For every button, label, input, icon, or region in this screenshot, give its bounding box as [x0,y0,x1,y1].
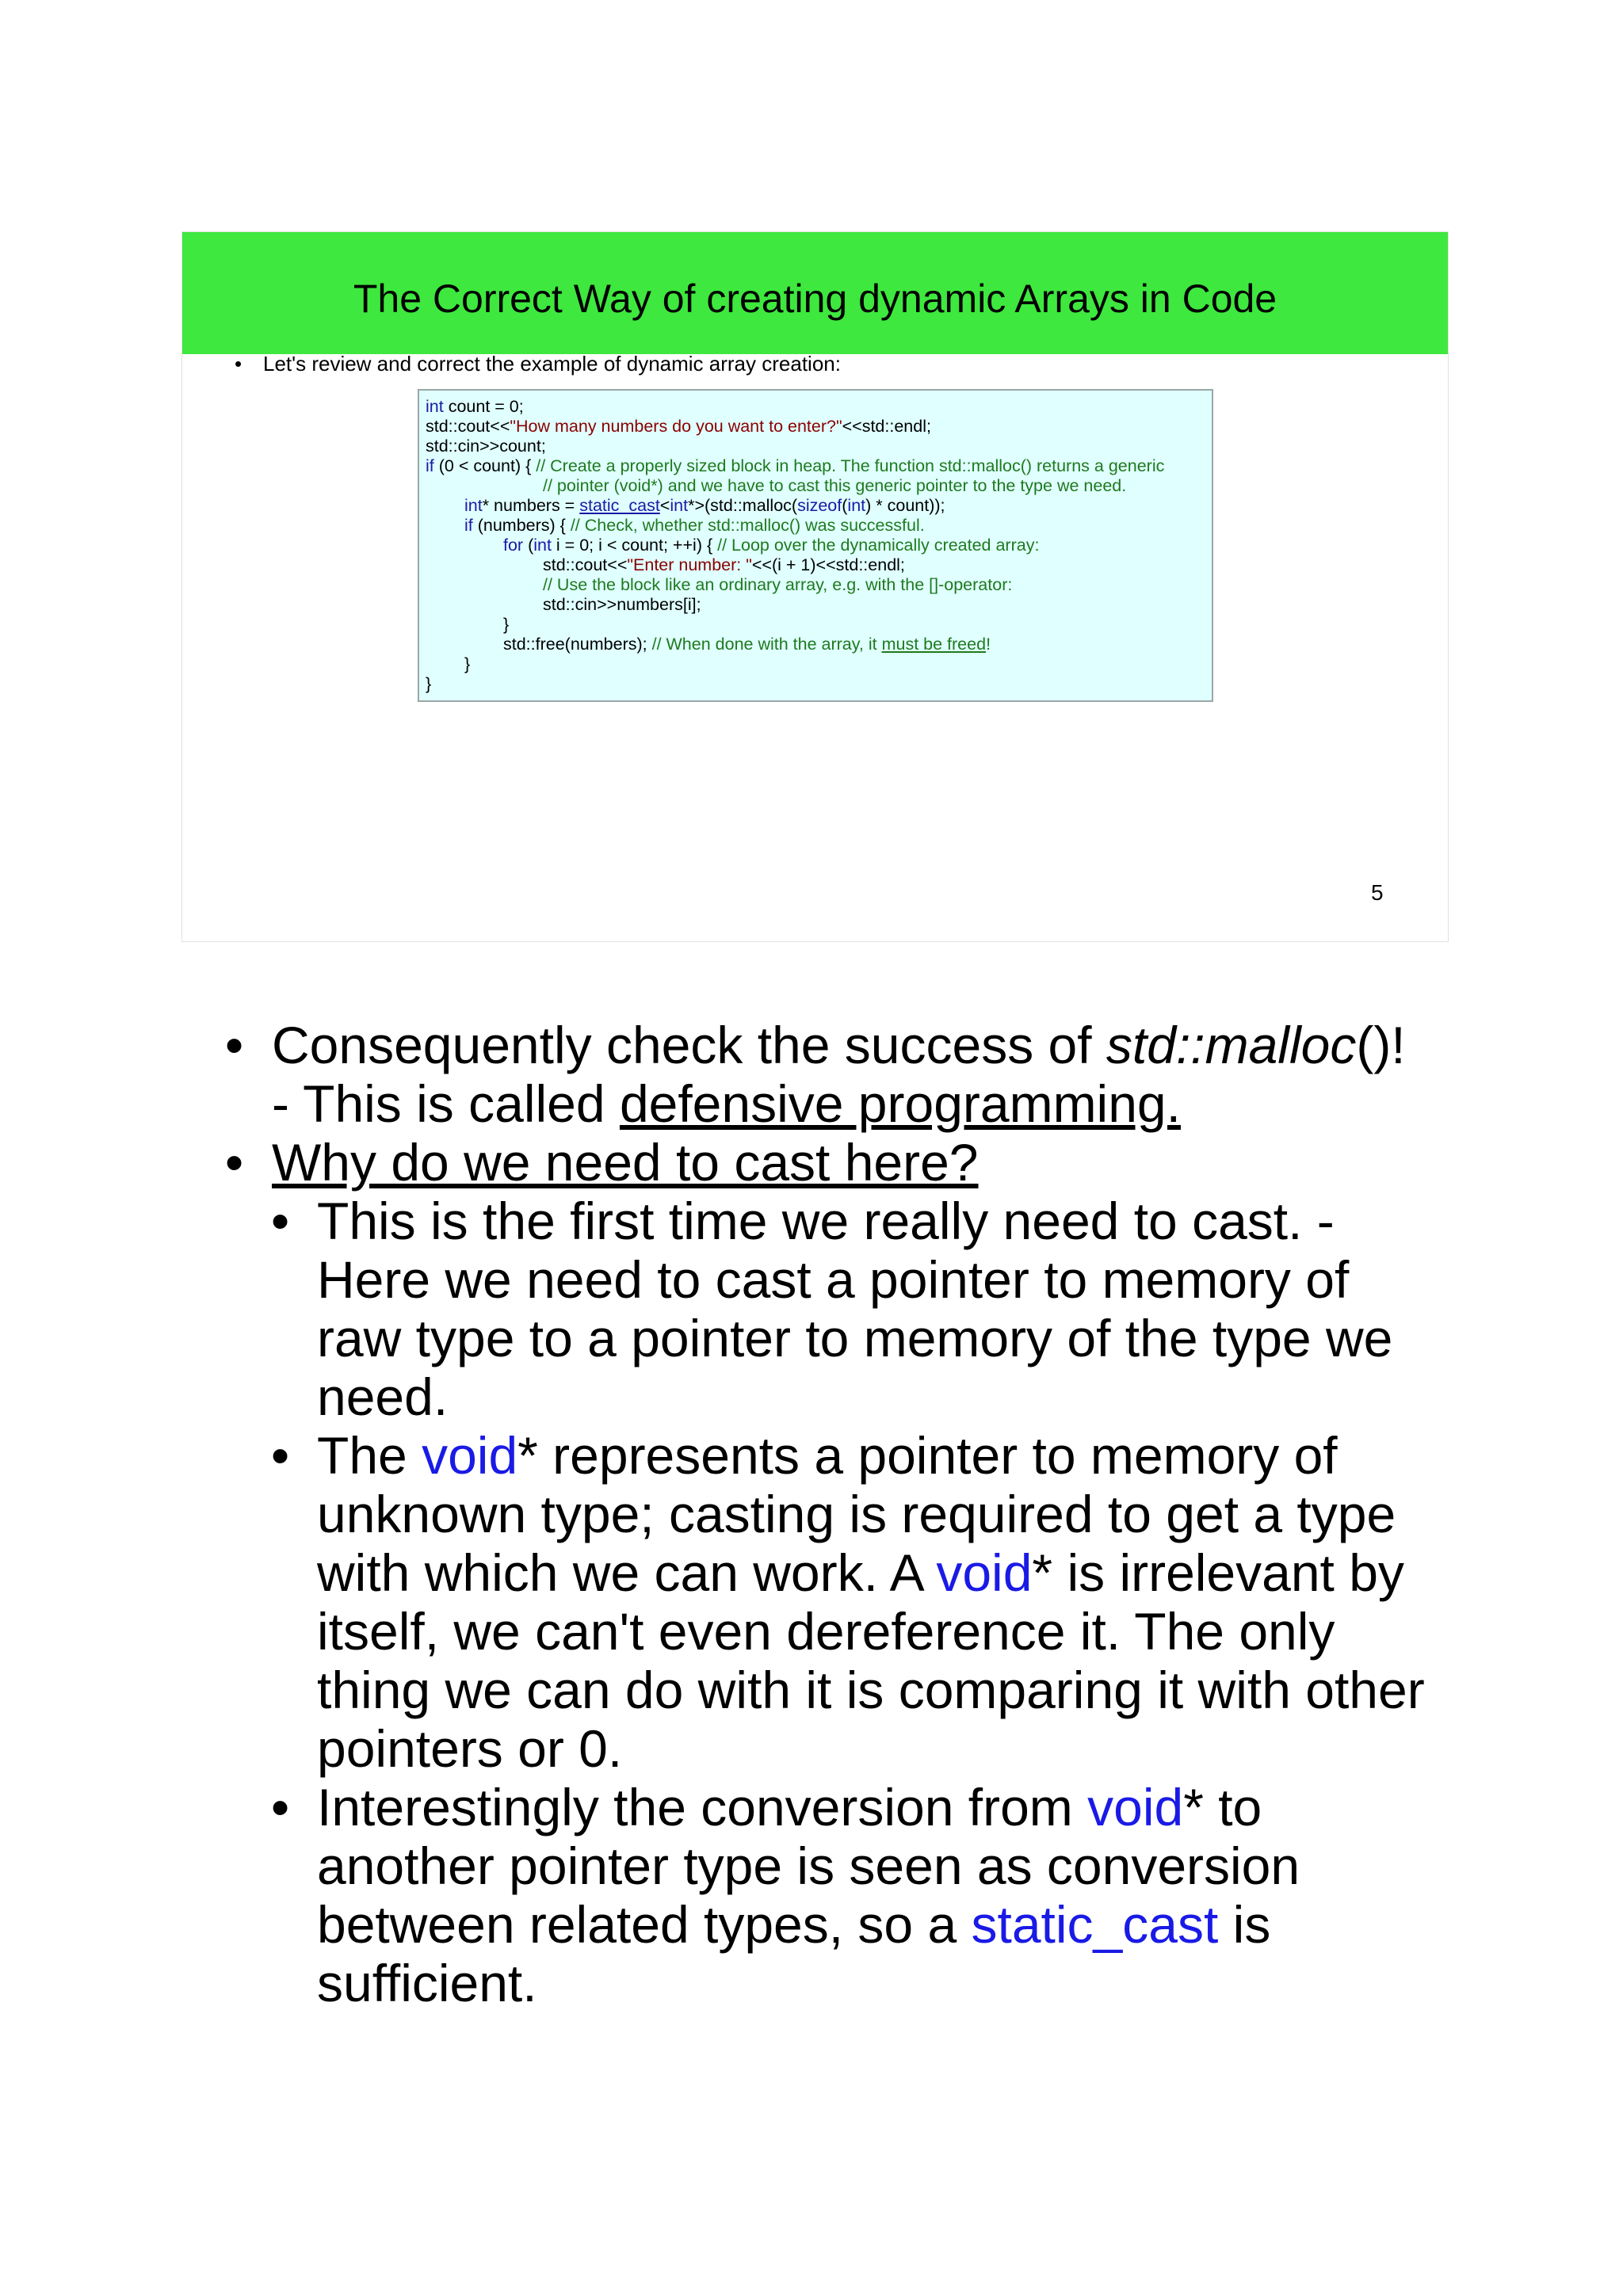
note-line: - This is called defensive programming. [272,1074,1181,1133]
slide-thumbnail [181,231,1449,942]
code-line: int* numbers = static_cast<int*>(std::malloc(sizeof(int) * count)); [464,496,945,515]
code-line: for (int i = 0; i < count; ++i) { // Loop over the dynamically created array: [503,536,1040,555]
note-line: The void* represents a pointer to memory of [317,1426,1338,1485]
note-line: sufficient. [317,1954,537,2012]
note-line: another pointer type is seen as conversion [317,1836,1300,1895]
code-line: std::cin>>numbers[i]; [543,595,701,614]
slide-number: 5 [1371,880,1384,905]
code-line: } [426,674,432,693]
note-line: Interestingly the conversion from void* to [317,1778,1262,1836]
slide-title: The Correct Way of creating dynamic Arrays in Code [353,277,1277,321]
code-line: // pointer (void*) and we have to cast this generic pointer to the type we need. [543,476,1127,495]
note-line: raw type to a pointer to memory of the type we [317,1309,1393,1367]
code-line: std::cout<<"How many numbers do you want to enter?"<<std::endl; [426,417,931,436]
note-line: pointers or 0. [317,1719,623,1778]
code-line: std::free(numbers); // When done with the array, it must be freed! [503,635,991,654]
code-line: // Use the block like an ordinary array, e.g. with the []-operator: [543,575,1013,594]
code-line: if (0 < count) { // Create a properly sized block in heap. The function std::malloc() returns a generic [426,456,1165,475]
code-line: } [503,615,510,634]
bullet-dot-icon: • [225,1016,244,1074]
code-line: } [464,654,471,673]
slide-header [182,232,1448,354]
bullet-dot-icon: • [271,1426,290,1485]
code-line: std::cin>>count; [426,437,546,456]
bullet-dot-icon: • [225,1133,244,1192]
note-line: thing we can do with it is comparing it with other [317,1661,1425,1719]
note-line: Consequently check the success of std::malloc()! [272,1016,1406,1074]
note-line: itself, we can't even dereference it. The only [317,1602,1335,1661]
code-line: if (numbers) { // Check, whether std::malloc() was successful. [464,516,925,535]
note-line: Here we need to cast a pointer to memory of [317,1250,1350,1309]
note-line: with which we can work. A void* is irrelevant by [317,1543,1404,1602]
slide-bullet-text: Let's review and correct the example of dynamic array creation: [263,352,841,376]
note-line: unknown type; casting is required to get a type [317,1485,1396,1543]
code-line: std::cout<<"Enter number: "<<(i + 1)<<std::endl; [543,555,905,574]
bullet-dot-icon: • [271,1778,290,1836]
slide-bullet [235,351,841,376]
code-line: int count = 0; [426,397,524,416]
code-block [418,389,1213,702]
bullet-dot-icon: • [271,1192,290,1250]
note-line: need. [317,1367,449,1426]
note-line: between related types, so a static_cast is [317,1895,1271,1954]
bullet-dot-icon: • [235,352,242,376]
note-line: This is the first time we really need to cast. - [317,1192,1335,1250]
note-line: Why do we need to cast here? [272,1133,979,1192]
